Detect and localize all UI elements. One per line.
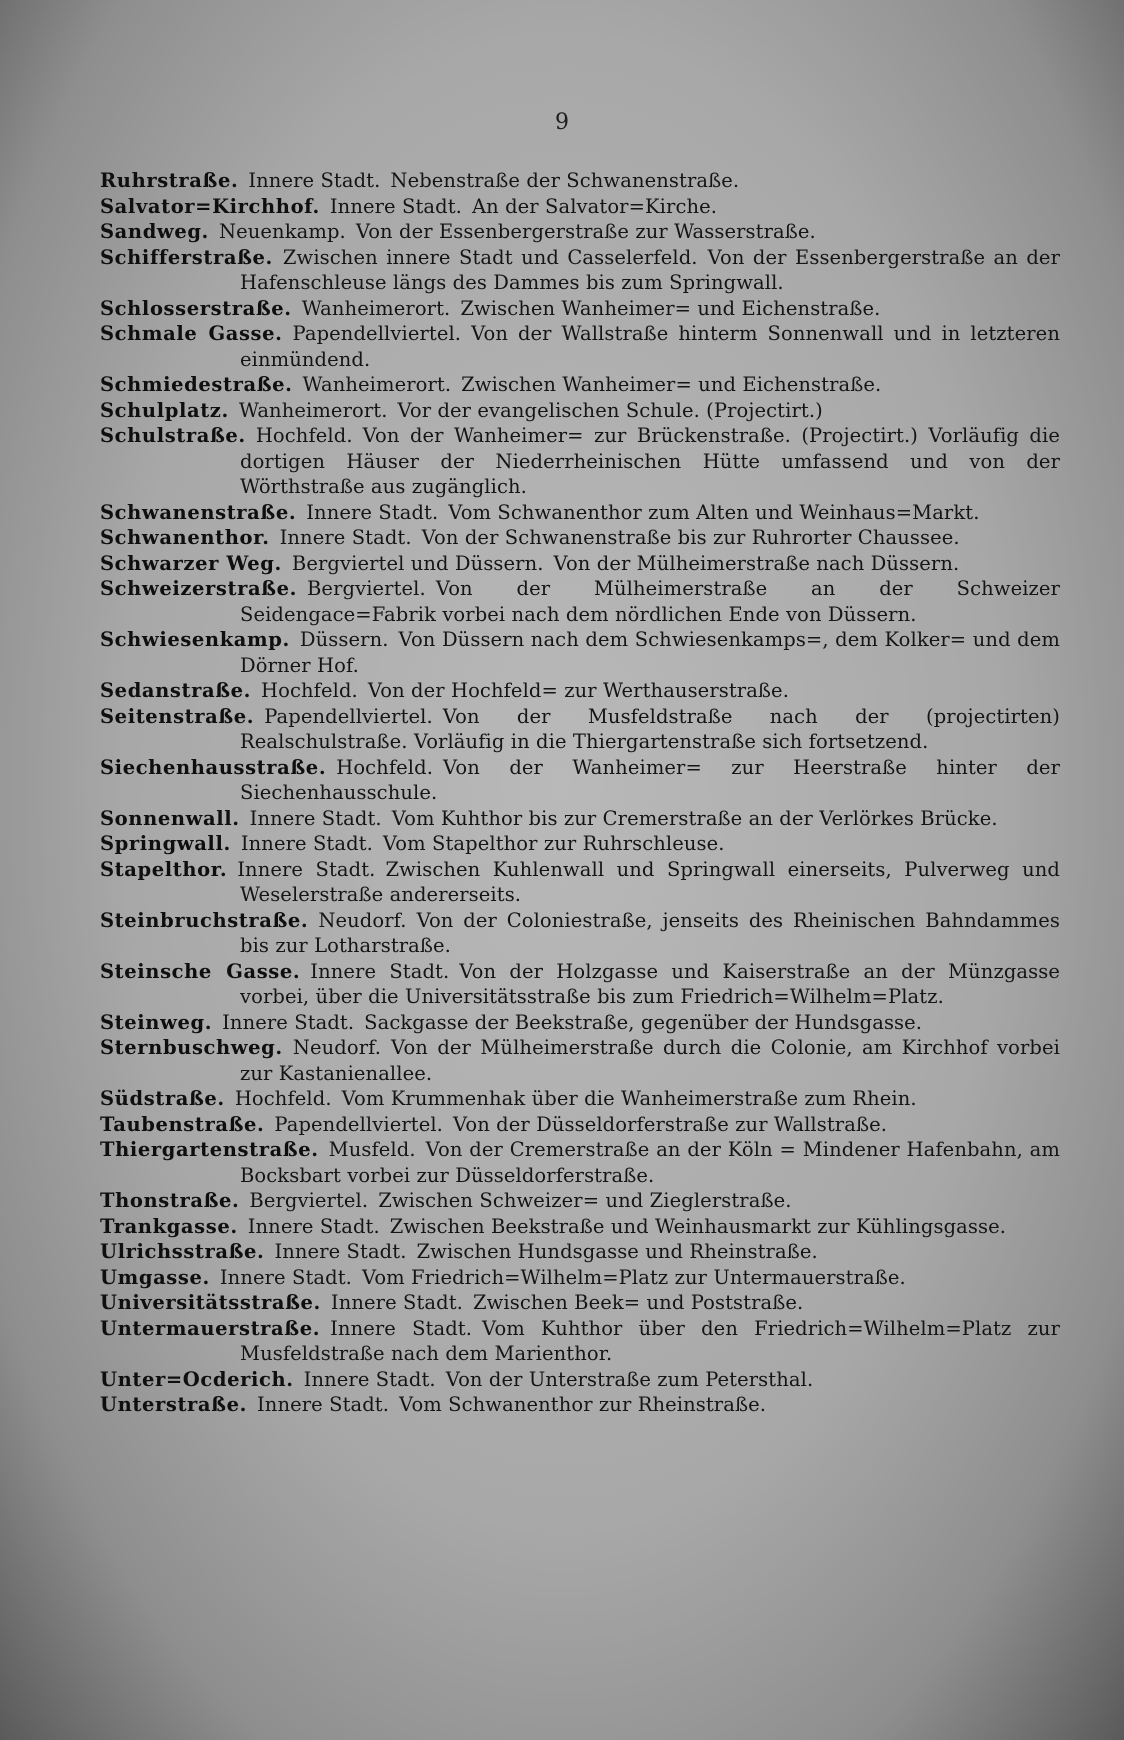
directory-entry <box>100 423 1060 500</box>
street-name: Steinbruchstraße. <box>100 908 309 932</box>
street-name: Ruhrstraße. <box>100 169 239 192</box>
street-name: Schwanenstraße. <box>100 500 297 524</box>
directory-entry <box>100 551 1060 577</box>
district: Innere Stadt. <box>240 832 373 855</box>
directory-entry <box>100 831 1060 857</box>
description: Vom Kuhthor bis zur Cremerstraße an der Verlörkes Brücke. <box>391 806 998 830</box>
directory-entry <box>100 168 1060 194</box>
directory-entry <box>100 1112 1060 1138</box>
directory-entry <box>100 1367 1060 1393</box>
description: Zwischen Beek= und Poststraße. <box>472 1291 804 1314</box>
district: Wanheimerort. <box>238 398 388 422</box>
street-name: Ulrichsstraße. <box>100 1240 265 1263</box>
description: Von der Wallstraße hinterm Sonnenwall und in letzteren einmündend. <box>240 322 1060 371</box>
page-number: 9 <box>555 110 569 135</box>
directory-entry <box>100 525 1060 551</box>
district: Innere Stadt. <box>279 526 412 549</box>
description: Von der Mülheimerstraße durch die Colonie, am Kirchhof vorbei zur Kastanienallee. <box>240 1036 1060 1085</box>
district: Wanheimerort. <box>302 373 452 396</box>
directory-entry <box>100 755 1060 806</box>
description: Von der Unterstraße zum Petersthal. <box>445 1367 814 1391</box>
street-name: Thonstraße. <box>100 1189 240 1212</box>
description: Von Düssern nach dem Schwiesenkamps=, dem Kolker= und dem Dörner Hof. <box>240 628 1060 677</box>
directory-entry <box>100 1188 1060 1214</box>
directory-entry <box>100 1214 1060 1240</box>
directory-entry <box>100 1392 1060 1418</box>
description: Von der Cremerstraße an der Köln = Mindener Hafenbahn, am Bocksbart vorbei zur Düsseldorferstraße. <box>240 1138 1060 1187</box>
description: Von der Mülheimerstraße nach Düssern. <box>553 551 960 575</box>
district: Bergviertel. <box>249 1189 369 1212</box>
street-name: Universitätsstraße. <box>100 1291 321 1314</box>
street-name: Sandweg. <box>100 220 209 243</box>
district: Innere Stadt. <box>306 500 439 524</box>
district: Innere Stadt. <box>249 806 382 830</box>
street-name: Stapelthor. <box>100 857 228 881</box>
street-name: Schwanenthor. <box>100 526 270 549</box>
district: Papendellviertel. <box>274 1112 443 1136</box>
street-name: Unterstraße. <box>100 1393 247 1416</box>
district: Innere Stadt. <box>329 194 462 218</box>
street-name: Schifferstraße. <box>100 245 273 269</box>
street-name: Südstraße. <box>100 1087 225 1110</box>
district: Innere Stadt. <box>274 1240 407 1263</box>
directory-entry <box>100 576 1060 627</box>
street-name: Untermauerstraße. <box>100 1316 321 1340</box>
district: Wanheimerort. <box>301 296 451 320</box>
district: Innere Stadt. <box>247 1214 380 1238</box>
district: Hochfeld. <box>336 755 434 779</box>
description: Von der Schwanenstraße bis zur Ruhrorter Chaussee. <box>421 526 960 549</box>
district: Innere Stadt. <box>248 169 381 192</box>
district: Musfeld. <box>328 1138 416 1161</box>
directory-entry <box>100 627 1060 678</box>
description: Zwischen Beekstraße und Weinhausmarkt zur Kühlingsgasse. <box>389 1214 1007 1238</box>
description: Von der Essenbergerstraße an der Hafenschleuse längs des Dammes bis zum Springwall. <box>240 245 1060 294</box>
description: Sackgasse der Beekstraße, gegenüber der Hundsgasse. <box>364 1010 923 1034</box>
district: Bergviertel. <box>307 577 426 600</box>
directory-entry <box>100 908 1060 959</box>
description: Vom Schwanenthor zum Alten und Weinhaus=Markt. <box>448 500 980 524</box>
description: Von der Düsseldorferstraße zur Wallstraße. <box>452 1112 888 1136</box>
description: Von der Wanheimer= zur Heerstraße hinter der Siechenhausschule. <box>240 755 1060 804</box>
street-name: Schwiesenkamp. <box>100 628 290 651</box>
description: Zwischen Wanheimer= und Eichenstraße. <box>461 373 882 396</box>
district: Innere Stadt. <box>310 959 450 983</box>
description: Zwischen Schweizer= und Zieglerstraße. <box>378 1189 792 1212</box>
district: Papendellviertel. <box>292 322 462 345</box>
street-name: Schmiedestraße. <box>100 373 293 396</box>
directory-entry <box>100 1010 1060 1036</box>
district: Neuenkamp. <box>218 220 346 243</box>
description: Nebenstraße der Schwanenstraße. <box>390 169 740 192</box>
directory-entry <box>100 372 1060 398</box>
street-name: Sternbuschweg. <box>100 1036 283 1059</box>
description: Von der Hochfeld= zur Werthauserstraße. <box>367 679 789 702</box>
district: Zwischen innere Stadt und Casselerfeld. <box>282 245 698 269</box>
directory-entry <box>100 219 1060 245</box>
directory-entry <box>100 1137 1060 1188</box>
description: Vom Friedrich=Wilhelm=Platz zur Untermauerstraße. <box>361 1265 906 1289</box>
directory-entry <box>100 1290 1060 1316</box>
street-name: Salvator=Kirchhof. <box>100 194 320 218</box>
description: Vor der evangelischen Schule. (Projectirt.) <box>397 398 823 422</box>
district: Papendellviertel. <box>264 704 433 728</box>
street-name: Seitenstraße. <box>100 704 255 728</box>
description: Vom Kuhthor über den Friedrich=Wilhelm=Platz zur Musfeldstraße nach dem Marienthor. <box>240 1316 1060 1365</box>
street-name: Schweizerstraße. <box>100 577 297 600</box>
district: Innere Stadt. <box>330 1316 473 1340</box>
description: Von der Mülheimerstraße an der Schweizer Seidengace=Fabrik vorbei nach dem nördlichen Ende von Düssern. <box>240 577 1060 626</box>
street-name: Steinsche Gasse. <box>100 959 301 983</box>
street-name: Umgasse. <box>100 1265 210 1289</box>
street-name: Siechenhausstraße. <box>100 755 327 779</box>
district: Neudorf. <box>318 908 407 932</box>
district: Innere Stadt. <box>237 857 376 881</box>
street-name: Sonnenwall. <box>100 806 240 830</box>
description: Von der Coloniestraße, jenseits des Rheinischen Bahndammes bis zur Lotharstraße. <box>240 908 1060 957</box>
directory-entry <box>100 398 1060 424</box>
street-name: Springwall. <box>100 832 231 855</box>
street-name: Unter=Ocderich. <box>100 1367 294 1391</box>
description: Von der Musfeldstraße nach der (projectirten) Realschulstraße. Vorläufig in die Thiergartenstraße sich fortsetzend. <box>240 704 1060 753</box>
description: Zwischen Kuhlenwall und Springwall einerseits, Pulverweg und Weselerstraße andererseits. <box>240 857 1060 906</box>
district: Innere Stadt. <box>219 1265 352 1289</box>
district: Innere Stadt. <box>330 1291 463 1314</box>
description: An der Salvator=Kirche. <box>471 194 718 218</box>
street-name: Thiergartenstraße. <box>100 1138 319 1161</box>
street-name: Schlosserstraße. <box>100 296 292 320</box>
directory-entry <box>100 245 1060 296</box>
description: Von der Essenbergerstraße zur Wasserstraße. <box>355 220 816 243</box>
description: Zwischen Hundsgasse und Rheinstraße. <box>416 1240 818 1263</box>
directory-entry <box>100 1035 1060 1086</box>
directory-entry <box>100 194 1060 220</box>
district: Neudorf. <box>292 1036 382 1059</box>
street-name: Schmale Gasse. <box>100 322 283 345</box>
district: Innere Stadt. <box>222 1010 355 1034</box>
street-name: Steinweg. <box>100 1010 213 1034</box>
directory-entry <box>100 959 1060 1010</box>
directory-entry <box>100 296 1060 322</box>
description: Zwischen Wanheimer= und Eichenstraße. <box>460 296 881 320</box>
district: Hochfeld. <box>234 1087 332 1110</box>
directory-entry <box>100 1239 1060 1265</box>
street-name: Taubenstraße. <box>100 1112 265 1136</box>
district: Innere Stadt. <box>256 1393 390 1416</box>
district: Innere Stadt. <box>303 1367 436 1391</box>
district: Düssern. <box>299 628 389 651</box>
district: Hochfeld. <box>261 679 358 702</box>
district: Bergviertel und Düssern. <box>291 551 544 575</box>
directory-entry <box>100 704 1060 755</box>
directory-entry <box>100 806 1060 832</box>
description: Vom Stapelthor zur Ruhrschleuse. <box>382 832 725 855</box>
street-name: Schwarzer Weg. <box>100 551 282 575</box>
directory-entry <box>100 321 1060 372</box>
description: Vom Krummenhak über die Wanheimerstraße zum Rhein. <box>341 1087 917 1110</box>
street-name: Trankgasse. <box>100 1214 238 1238</box>
description: Vom Schwanenthor zur Rheinstraße. <box>399 1393 767 1416</box>
directory-entry <box>100 1086 1060 1112</box>
directory-entry <box>100 678 1060 704</box>
street-name: Schulstraße. <box>100 424 246 447</box>
directory-entry <box>100 500 1060 526</box>
description: Von der Wanheimer= zur Brückenstraße. (Projectirt.) Vorläufig die dortigen Häuser der Niederrheinischen Hütte umfassend und von der Wörthstraße aus zugänglich. <box>240 424 1060 498</box>
street-name: Schulplatz. <box>100 398 229 422</box>
directory-entry <box>100 1316 1060 1367</box>
street-directory-list <box>100 168 1060 1418</box>
directory-entry <box>100 1265 1060 1291</box>
district: Hochfeld. <box>255 424 353 447</box>
directory-entry <box>100 857 1060 908</box>
description: Von der Holzgasse und Kaiserstraße an der Münzgasse vorbei, über die Universitätsstraße bis zum Friedrich=Wilhelm=Platz. <box>240 959 1060 1008</box>
street-name: Sedanstraße. <box>100 679 252 702</box>
